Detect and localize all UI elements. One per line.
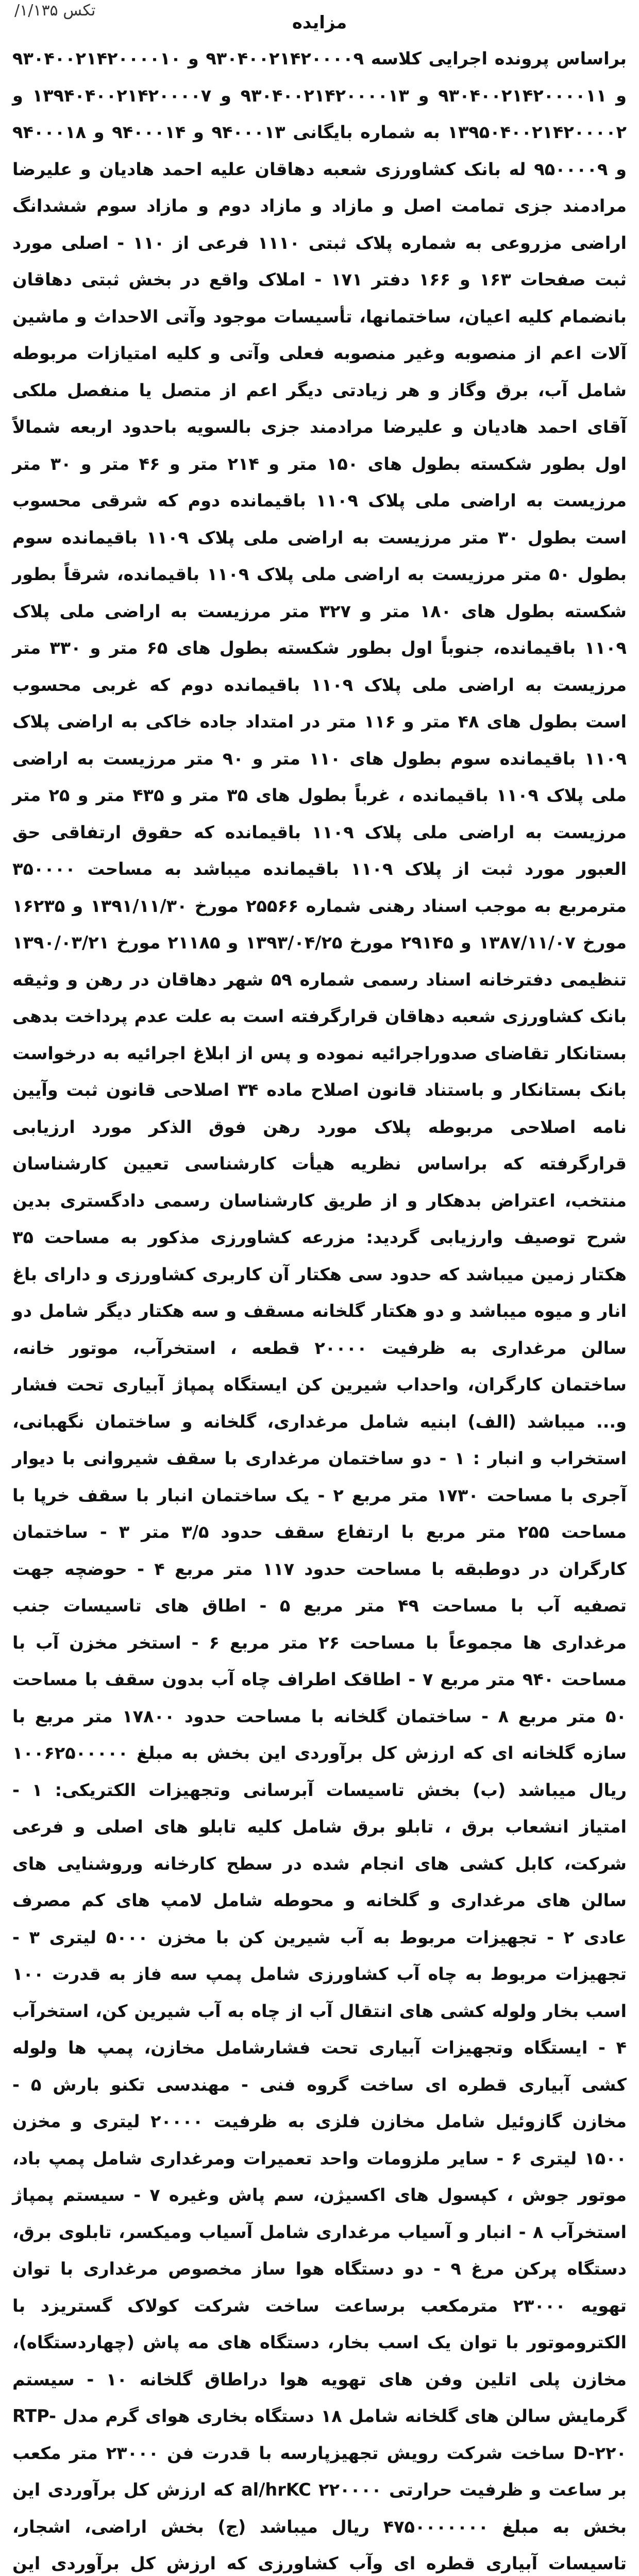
corner-note: تکس ۱/۱۳۵/ — [14, 2, 96, 20]
notice-body: براساس پرونده اجرایی کلاسه ۹۳۰۴۰۰۲۱۴۲۰۰۰۰۹ و ۹۳۰۴۰۰۲۱۴۲۰۰۰۰۱۰ و ۹۳۰۴۰۰۲۱۴۲۰۰۰۰۱۱ و ۹۳۰۴۰۰۲۱۴۲۰۰۰۰۱۳ و ۱۳۹۴۰۴۰۰۲۱۴۲۰۰۰۰۷ و ۱۳۹۵۰۴۰۰۲۱۴۲۰۰۰۰۲ به شماره بایگانی ۹۴۰۰۰۱۳ و ۹۴۰۰۰۱۴ و ۹۴۰۰۰۱۸ و ۹۵۰۰۰۰۹ له بانک کشاورزی شعبه دهاقان علیه احمد هادیان و علیرضا مرادمند جزی تمامت اصل و مازاد و مازاد دوم و مازاد سوم ششدانگ اراضی مزروعی به شماره پلاک ثبتی ۱۱۱۰ فرعی از ۱۱۰ - اصلی مورد ثبت صفحات ۱۶۳ و ۱۶۶ دفتر ۱۷۱ - املاک واقع در بخش ثبتی دهاقان بانضمام کلیه اعیان، ساختمانها، تأسیسات موجود وآتی الاحداث و ماشین آلات اعم از منصوبه وغیر منصوبه فعلی وآتی و کلیه امتیازات مربوطه شامل آب، برق وگاز و هر زیادتی دیگر اعم از متصل یا منفصل ملکی آقای احمد هادیان و علیرضا مرادمند جزی بالسویه باحدود اربعه شمالاً اول بطور شکسته بطول های ۱۵۰ متر و ۲۱۴ متر و ۴۶ متر و ۳۰ متر مرزیست به اراضی ملی پلاک ۱۱۰۹ باقیمانده دوم که شرقی محسوب است بطول ۳۰ متر مرزیست به اراضی ملی پلاک ۱۱۰۹ باقیمانده سوم بطول ۵۰ متر مرزیست به اراضی ملی پلاک ۱۱۰۹ باقیمانده، شرقاً بطور شکسته بطول های ۱۸۰ متر و ۳۲۷ متر مرزیست به اراضی ملی پلاک ۱۱۰۹ باقیمانده، جنوباً اول بطور شکسته بطول های ۶۵ متر و ۳۳۰ متر مرزیست به اراضی ملی پلاک ۱۱۰۹ باقیمانده دوم که غربی محسوب است بطول های ۴۸ متر و ۱۱۶ متر در امتداد جاده خاکی به اراضی پلاک ۱۱۰۹ باقیمانده سوم بطول های ۱۱۰ متر و ۹۰ متر مرزیست به اراضی ملی پلاک ۱۱۰۹ باقیمانده ، غرباً بطول های ۳۵ متر و ۴۳۵ متر و ۲۵ متر مرزیست به اراضی ملی پلاک ۱۱۰۹ باقیمانده که حقوق ارتفاقی حق العبور مورد ثبت از پلاک ۱۱۰۹ باقیمانده میباشد به مساحت ۳۵۰۰۰۰ مترمربع به موجب اسناد رهنی شماره ۲۵۵۶۶ مورخ ۱۳۹۱/۱۱/۳۰ و ۱۶۲۳۵ مورخ ۱۳۸۷/۱۱/۰۷ و ۲۹۱۴۵ مورخ ۱۳۹۳/۰۴/۲۵ و ۲۱۱۸۵ مورخ ۱۳۹۰/۰۳/۲۱ تنظیمی دفترخانه اسناد رسمی شماره ۵۹ شهر دهاقان در رهن و وثیقه بانک کشاورزی شعبه دهاقان قرارگرفته است به علت عدم پرداخت بدهی بستانکار تقاضای صدوراجرائیه نموده و پس از ابلاغ اجرائیه به درخواست بانک بستانکار و باستناد قانون اصلاح ماده ۳۴ اصلاحی قانون ثبت وآیین نامه اصلاحی مربوطه پلاک مورد رهن فوق الذکر مورد ارزیابی قرارگرفته که براساس نظریه هیأت کارشناسی تعیین کارشناسان منتخب، اعتراض بدهکار و از طریق کارشناسان رسمی دادگستری بدین شرح توصیف وارزیابی گردید: مزرعه کشاورزی مذکور به مساحت ۳۵ هکتار زمین میباشد که حدود سی هکتار آن کاربری کشاورزی و دارای باغ انار و میوه میباشد و دو هکتار گلخانه مسقف و سه هکتار دیگر شامل دو سالن مرغداری به ظرفیت ۲۰۰۰۰ قطعه ، استخرآب، موتور خانه، ساختمان کارگران، واحداب شیرین کن ایستگاه پمپاژ آبیاری تحت فشار و... میباشد (الف) ابنیه شامل مرغداری، گلخانه و ساختمان نگهبانی، استخراب و انبار : ۱ - دو ساختمان مرغداری با سقف شیروانی با دیوار آجری با مساحت ۱۷۳۰ متر مربع ۲ - یک ساختمان انبار با سقف خرپا با مساحت ۲۵۵ متر مربع با ارتفاع سقف حدود ۳/۵ متر ۳ - ساختمان کارگران در دوطبقه با مساحت حدود ۱۱۷ متر مربع ۴ - حوضچه جهت تصفیه آب با مساحت ۴۹ متر مربع ۵ - اطاق های تاسیسات جنب مرغداری ها مجموعاً با مساحت ۲۶ متر مربع ۶ - استخر مخزن آب با مساحت ۹۴۰ متر مربع ۷ - اطاقک اطراف چاه آب بدون سقف با مساحت ۵۰ متر مربع ۸ - ساختمان گلخانه با مساحت حدود ۱۷۸۰۰ متر مربع با سازه گلخانه ای که ارزش کل برآوردی این بخش به مبلغ ۱۰۰۶۲۵۰۰۰۰۰ ریال میباشد (ب) بخش تاسیسات آبرسانی وتجهیزات الکتریکی: ۱ - امتیاز انشعاب برق ، تابلو برق شامل کلیه تابلو های اصلی و فرعی شرکت، کابل کشی های انجام شده در سطح کارخانه وروشنایی های سالن های مرغداری و گلخانه و محوطه شامل لامپ های کم مصرف عادی ۲ - تجهیزات مربوط به آب شیرین کن با مخزن ۵۰۰۰ لیتری ۳ - تجهیزات مربوط به چاه آب کشاورزی شامل پمپ سه فاز به قدرت ۱۰۰ اسب بخار ولوله کشی های انتقال آب از چاه به آب شیرین کن، استخرآب ۴ - ایستگاه وتجهیزات آبیاری تحت فشارشامل مخازن، پمپ ها ولوله کشی آبیاری قطره ای ساخت گروه فنی - مهندسی تکنو بارش ۵ - مخازن گازوئیل شامل مخازن فلزی به ظرفیت ۲۰۰۰۰ لیتری و مخزن ۱۵۰۰ لیتری ۶ - سایر ملزومات واحد تعمیرات ومرغداری شامل پمپ باد، موتور جوش ، کپسول های اکسیژن، سم پاش وغیره ۷ - سیستم پمپاژ استخرآب ۸ - انبار و آسیاب مرغداری شامل آسیاب ومیکسر، تابلوی برق، دستگاه پرکن مرغ ۹ - دو دستگاه هوا ساز مخصوص مرغداری با توان تهویه ۲۳۰۰۰ مترمکعب برساعت ساخت شرکت کولاک گستریزد با الکتروموتور با توان یک اسب بخار، دستگاه های مه پاش (چهاردستگاه)، مخازن پلی اتلین وفن های تهویه هوا دراطاق گلخانه ۱۰ - سیستم گرمایش سالن های گلخانه شامل ۱۸ دستگاه بخاری هوای گرم مدل RTP-D-۲۲۰ ساخت شرکت رویش تجهیزپارسه با قدرت فن ۲۳۰۰۰ متر مکعب بر ساعت و ظرفیت حرارتی al/hrKC ۲۲۰۰۰۰ که ارزش کل برآوردی این بخش به مبلغ ۴۷۵۰۰۰۰۰۰۰ ریال میباشد (ج) بخش اراضی، اشجار، تاسیسات آبیاری قطره ای وآب کشاورزی که ارزش کل برآوردی این — [12, 48, 627, 2573]
notice-title: مزایده — [292, 12, 347, 33]
